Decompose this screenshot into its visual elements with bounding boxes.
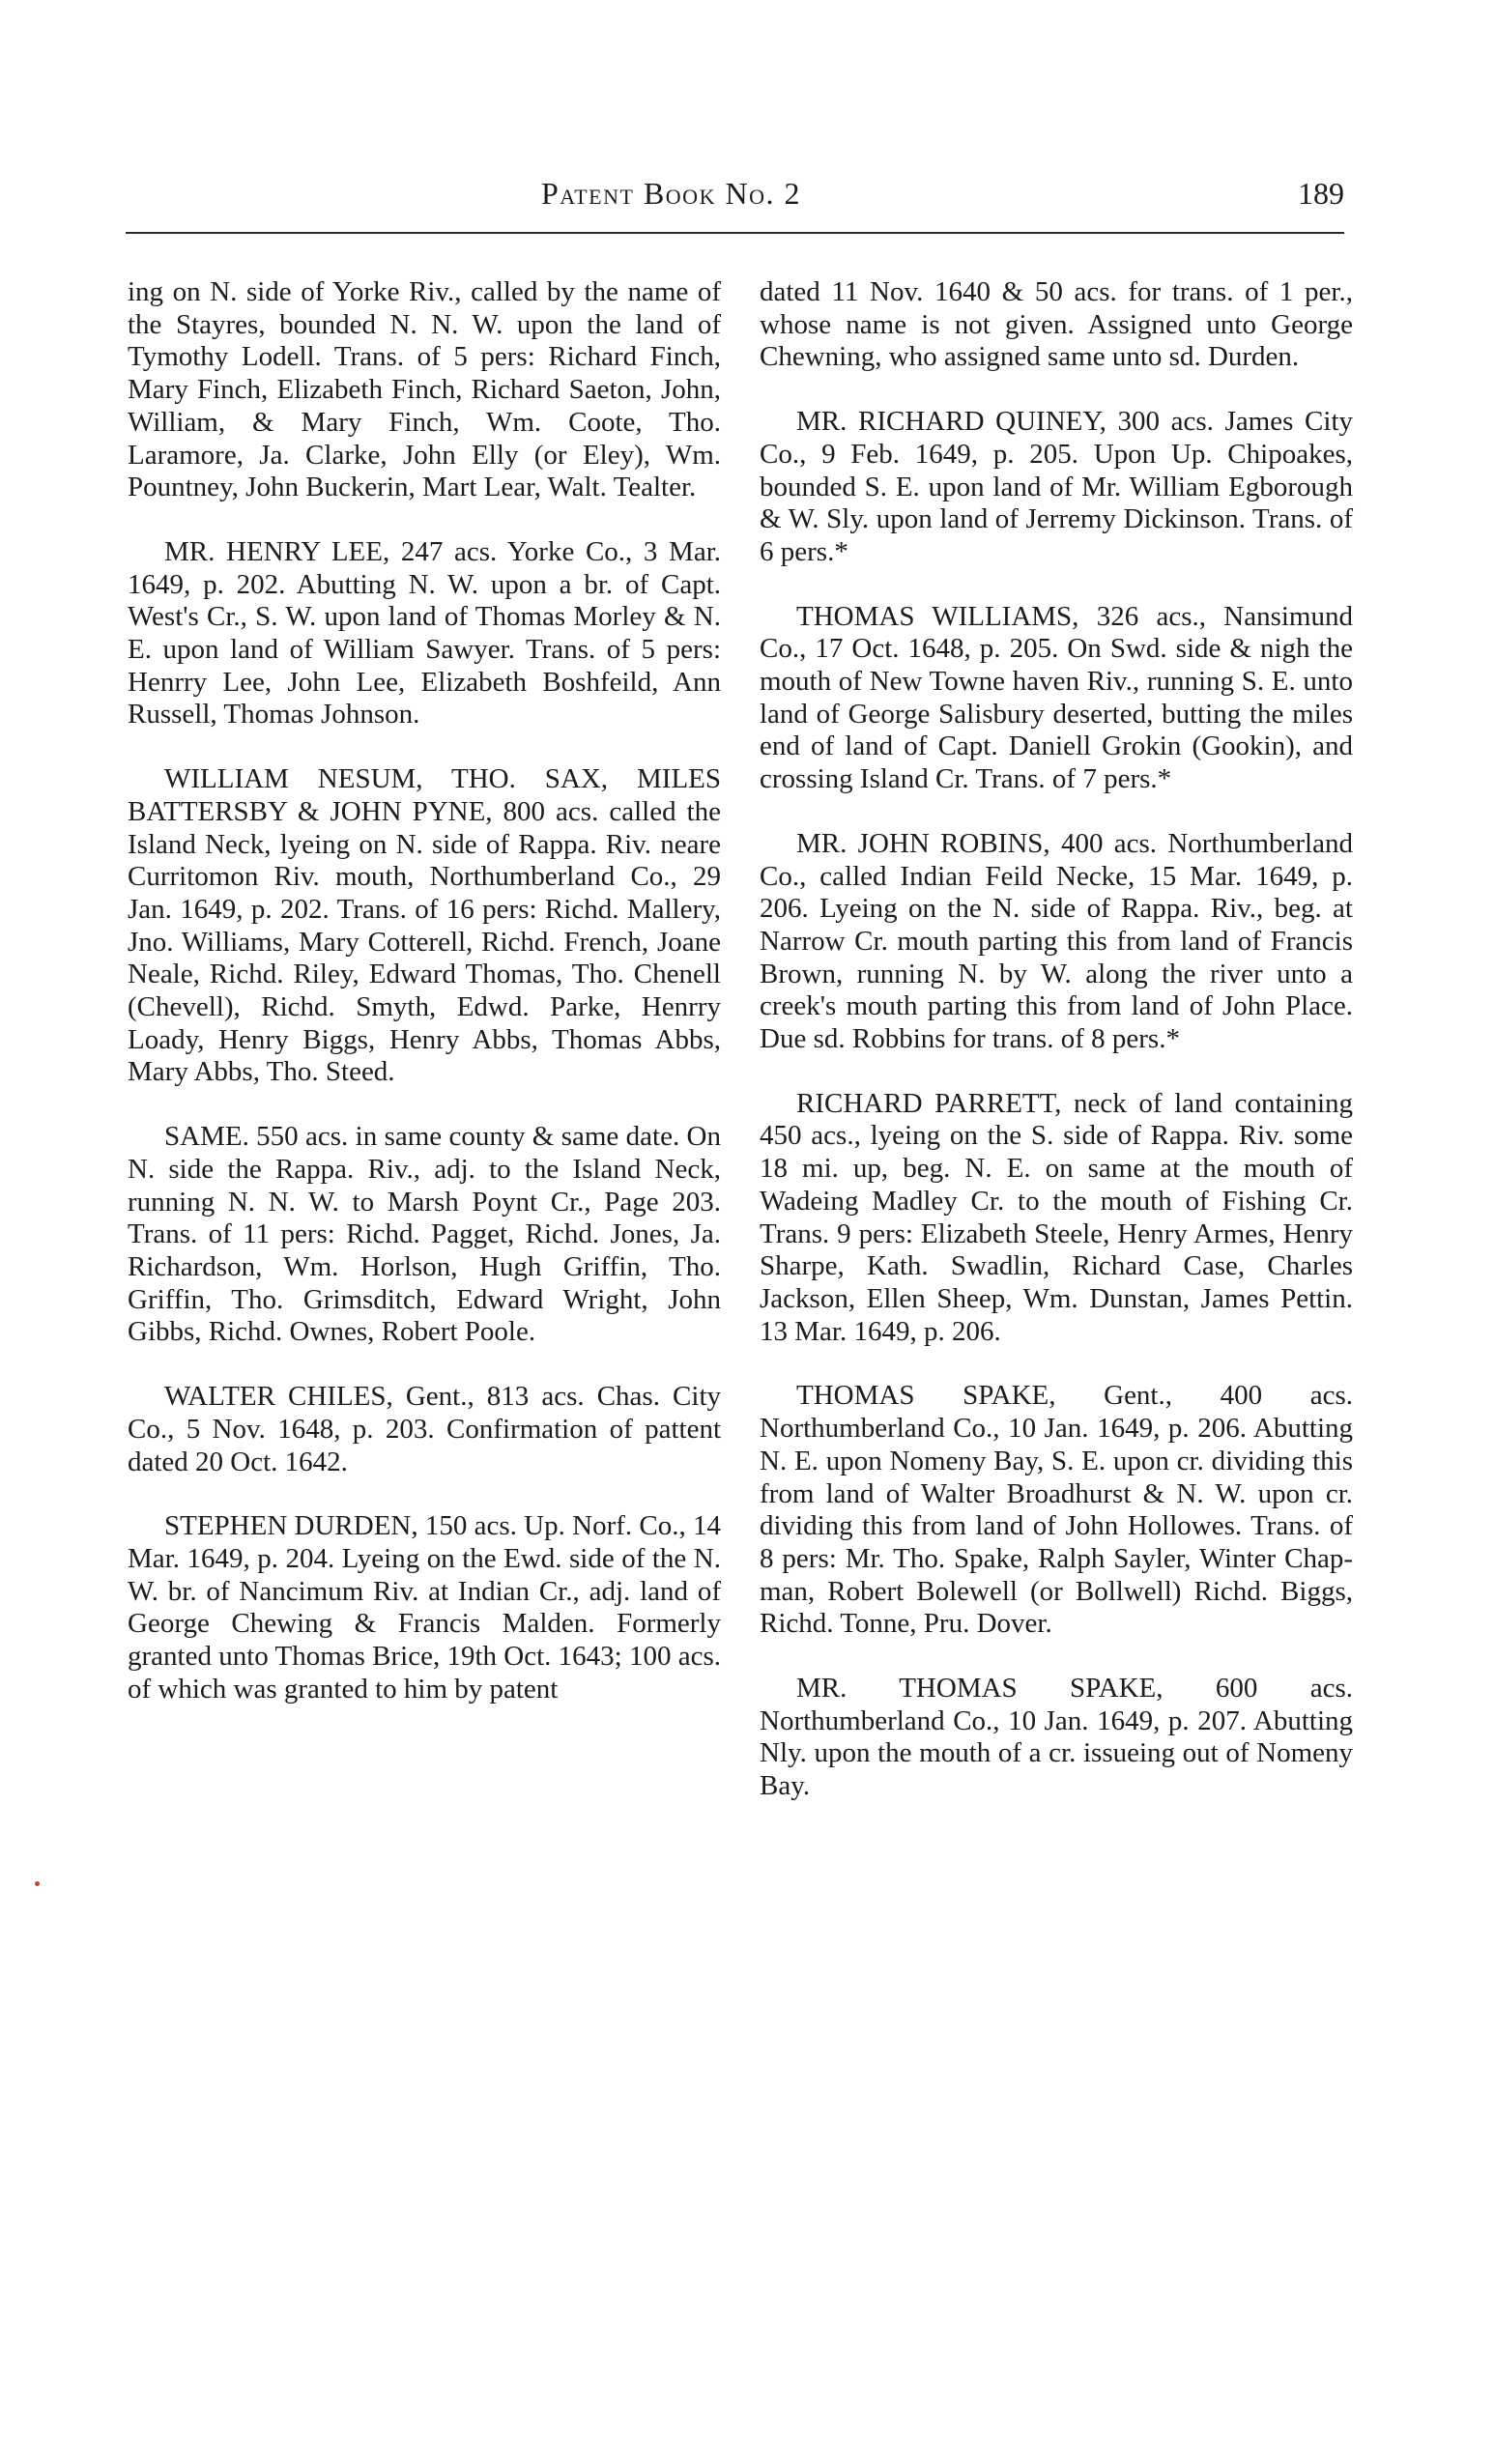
patent-entry: MR. JOHN ROBINS, 400 acs. Northumberland Co., called Indian Feild Necke, 15 Mar. 1649, p. 206. Lyeing on the N. side of Rappa. Riv., beg. at Narrow Cr. mouth parting this from land of Francis Brown, running N. by W. along the river unto a creek's mouth parting this from land of John Place. Due sd. Robbins for trans. of 8 pers.* — [760, 827, 1353, 1055]
patent-entry: RICHARD PARRETT, neck of land containing 450 acs., lyeing on the S. side of Rappa. Riv. some 18 mi. up, beg. N. E. on same at the mouth of Wadeing Madley Cr. to the mouth of Fishing Cr. Trans. 9 pers: Elizabeth Steele, Henry Armes, Henry Sharpe, Kath. Swadlin, Richard Case, Charles Jackson, Ellen Sheep, Wm. Dunstan, James Pettin. 13 Mar. 1649, p. 206. — [760, 1087, 1353, 1347]
patent-entry: MR. HENRY LEE, 247 acs. Yorke Co., 3 Mar. 1649, p. 202. Abutting N. W. upon a br. of Capt. West's Cr., S. W. upon land of Thomas Morley & N. E. upon land of William Sawyer. Trans. of 5 pers: Henrry Lee, John Lee, Elizabeth Boshfeild, Ann Russell, Thomas Johnson. — [128, 535, 721, 731]
patent-entry: MR. THOMAS SPAKE, 600 acs. Northumberland Co., 10 Jan. 1649, p. 207. Abutting Nly. upon the mouth of a cr. issueing out of Nomeny Bay. — [760, 1673, 1353, 1802]
running-title: Patent Book No. 2 — [541, 176, 801, 211]
page-number: 189 — [1298, 176, 1344, 211]
patent-entry: WILLIAM NESUM, THO. SAX, MILES BATTERSBY & JOHN PYNE, 800 acs. called the Island Neck, lyeing on N. side of Rappa. Riv. neare Curritomon Riv. mouth, Northumberland Co., 29 Jan. 1649, p. 202. Trans. of 16 pers: Richd. Mallery, Jno. Williams, Mary Cotterell, Richd. French, Joane Neale, Richd. Riley, Edward Thomas, Tho. Chenell (Chevell), Richd. Smyth, Edwd. Parke, Henrry Loady, Henry Biggs, Henry Abbs, Thomas Abbs, Mary Abbs, Tho. Steed. — [128, 763, 721, 1088]
patent-entry: WALTER CHILES, Gent., 813 acs. Chas. City Co., 5 Nov. 1648, p. 203. Confirmation of pattent dated 20 Oct. 1642. — [128, 1381, 721, 1477]
patent-entry: ing on N. side of Yorke Riv., called by the name of the Stayres, bounded N. N. W. upon the land of Tymothy Lodell. Trans. of 5 pers: Richard Finch, Mary Finch, Elizabeth Finch, Richard Saeton, John, William, & Mary Finch, Wm. Coote, Tho. Laramore, Ja. Clarke, John Elly (or Eley), Wm. Pountney, John Buckerin, Mart Lear, Walt. Tealter. — [128, 276, 721, 503]
patent-entry: STEPHEN DURDEN, 150 acs. Up. Norf. Co., 14 Mar. 1649, p. 204. Lyeing on the Ewd. side of the N. W. br. of Nancimum Riv. at Indian Cr., adj. land of George Chewing & Francis Malden. Formerly granted unto Thomas Brice, 19th Oct. 1643; 100 acs. of which was granted to him by patent — [128, 1510, 721, 1705]
patent-entry: MR. RICHARD QUINEY, 300 acs. James City Co., 9 Feb. 1649, p. 205. Upon Up. Chipoakes, bounded S. E. upon land of Mr. William Egborough & W. Sly. upon land of Jerremy Dickinson. Trans. of 6 pers.* — [760, 406, 1353, 567]
page-header — [126, 176, 1344, 224]
right-column — [760, 276, 1353, 1835]
header-rule — [126, 232, 1344, 234]
patent-entry: SAME. 550 acs. in same county & same date. On N. side the Rappa. Riv., adj. to the Island Neck, running N. N. W. to Marsh Poynt Cr., Page 203. Trans. of 11 pers: Richd. Pagget, Richd. Jones, Ja. Richardson, Wm. Horlson, Hugh Griffin, Tho. Griffin, Tho. Grimsditch, Edward Wright, John Gibbs, Richd. Ownes, Robert Poole. — [128, 1121, 721, 1348]
margin-mark — [35, 1881, 40, 1886]
patent-entry: THOMAS SPAKE, Gent., 400 acs. Northumberland Co., 10 Jan. 1649, p. 206. Abutting N. E. upon Nomeny Bay, S. E. upon cr. dividing this from land of Walter Broadhurst & N. W. upon cr. dividing this from land of John Hollowes. Trans. of 8 pers: Mr. Tho. Spake, Ralph Sayler, Winter Chapman, Robert Bolewell (or Bollwell) Richd. Biggs, Richd. Tonne, Pru. Dover. — [760, 1380, 1353, 1640]
patent-entry: THOMAS WILLIAMS, 326 acs., Nansimund Co., 17 Oct. 1648, p. 205. On Swd. side & nigh the mouth of New Towne haven Riv., running S. E. unto land of George Salisbury deserted, butting the miles end of land of Capt. Daniell Grokin (Gookin), and crossing Island Cr. Trans. of 7 pers.* — [760, 600, 1353, 795]
patent-entry: dated 11 Nov. 1640 & 50 acs. for trans. of 1 per., whose name is not given. Assigned unto George Chewning, who assigned same unto sd. Durden. — [760, 276, 1353, 373]
left-column — [128, 276, 721, 1737]
